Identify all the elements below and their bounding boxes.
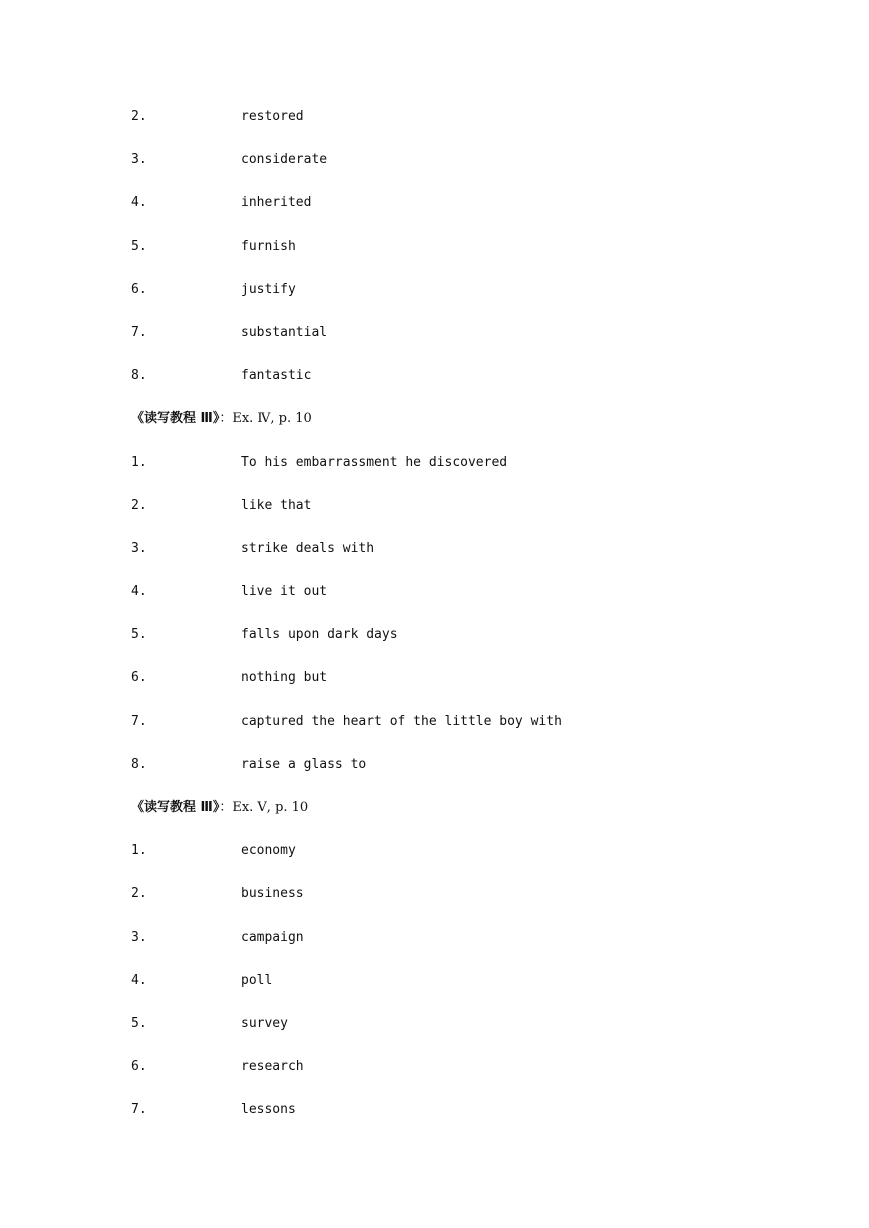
item-answer: lessons	[241, 1102, 296, 1118]
item-number: 7.	[131, 713, 147, 729]
item-answer: like that	[241, 497, 312, 513]
item-number: 6.	[131, 1059, 147, 1075]
item-answer: restored	[241, 109, 304, 124]
item-number: 4.	[131, 195, 147, 211]
list-item	[131, 367, 831, 410]
item-number: 1.	[131, 454, 147, 470]
item-answer: poll	[241, 972, 273, 988]
list-item	[131, 713, 831, 756]
list-item	[131, 929, 831, 972]
heading-book-title: 《读写教程 Ⅲ》	[131, 800, 220, 815]
list-item	[131, 583, 831, 626]
item-answer: To his embarrassment he discovered	[241, 454, 508, 470]
item-answer: furnish	[241, 238, 296, 254]
item-number: 2.	[131, 497, 147, 513]
answer-key-document	[131, 108, 831, 1145]
list-item	[131, 281, 831, 324]
item-number: 5.	[131, 1015, 147, 1031]
item-answer: fantastic	[241, 368, 312, 384]
list-item	[131, 972, 831, 1015]
item-number: 2.	[131, 886, 147, 902]
item-answer: captured the heart of the little boy with	[241, 713, 562, 729]
item-number: 3.	[131, 929, 147, 945]
list-item	[131, 497, 831, 540]
item-answer: nothing but	[241, 670, 328, 686]
item-number: 2.	[131, 109, 147, 124]
item-number: 5.	[131, 627, 147, 643]
list-item	[131, 540, 831, 583]
item-number: 7.	[131, 1102, 147, 1118]
list-item	[131, 885, 831, 928]
list-item	[131, 756, 831, 799]
item-answer: research	[241, 1059, 304, 1075]
item-answer: live it out	[241, 584, 328, 600]
list-item	[131, 842, 831, 885]
list-item	[131, 626, 831, 669]
item-answer: inherited	[241, 195, 312, 211]
section-heading	[131, 410, 831, 453]
list-item	[131, 669, 831, 712]
list-item	[131, 454, 831, 497]
item-answer: substantial	[241, 324, 328, 340]
item-answer: considerate	[241, 152, 328, 168]
item-number: 7.	[131, 324, 147, 340]
list-item	[131, 1015, 831, 1058]
item-number: 4.	[131, 972, 147, 988]
list-item	[131, 1058, 831, 1101]
heading-book-title: 《读写教程 Ⅲ》	[131, 411, 220, 427]
list-item	[131, 108, 831, 151]
item-answer: falls upon dark days	[241, 627, 398, 643]
item-answer: justify	[241, 281, 296, 297]
list-item	[131, 1101, 831, 1144]
item-number: 1.	[131, 843, 147, 859]
list-item	[131, 194, 831, 237]
item-number: 3.	[131, 152, 147, 168]
list-item	[131, 324, 831, 367]
item-number: 8.	[131, 756, 147, 772]
item-number: 5.	[131, 238, 147, 254]
list-item	[131, 151, 831, 194]
section-heading	[131, 799, 831, 842]
heading-exercise-ref: ：Ex. Ⅴ, p. 10	[219, 800, 309, 815]
item-number: 6.	[131, 281, 147, 297]
item-answer: economy	[241, 843, 296, 859]
heading-exercise-ref: ：Ex. Ⅳ, p. 10	[219, 411, 312, 427]
item-number: 3.	[131, 540, 147, 556]
item-number: 6.	[131, 670, 147, 686]
item-answer: survey	[241, 1015, 288, 1031]
item-number: 4.	[131, 584, 147, 600]
item-number: 8.	[131, 368, 147, 384]
list-item	[131, 238, 831, 281]
item-answer: business	[241, 886, 304, 902]
item-answer: raise a glass to	[241, 756, 367, 772]
item-answer: campaign	[241, 929, 304, 945]
item-answer: strike deals with	[241, 540, 375, 556]
